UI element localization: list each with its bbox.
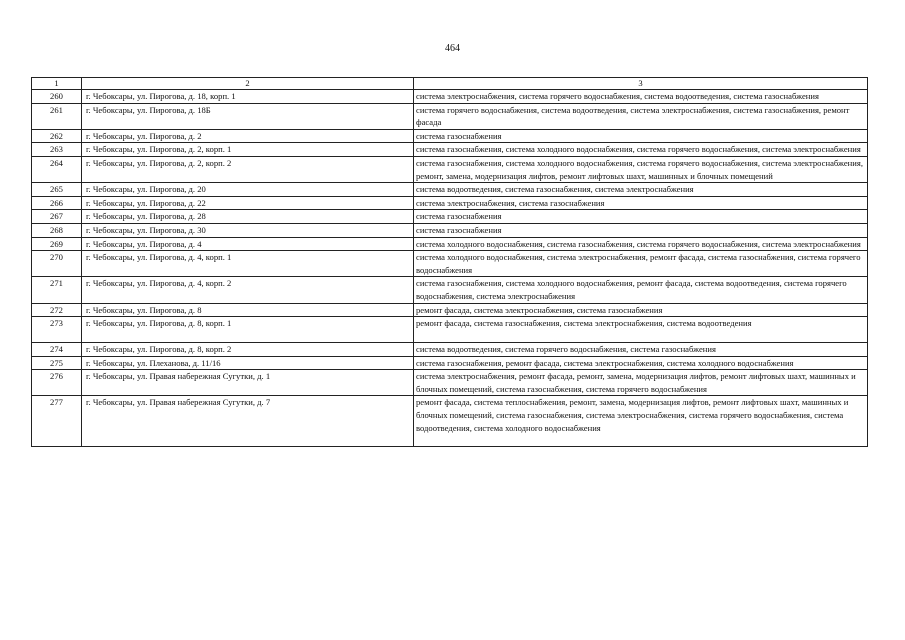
row-works: система газоснабжения, система холодного водоснабжения, система горячего водоснабжения, система электроснабжения xyxy=(414,143,868,157)
row-works: система электроснабжения, ремонт фасада, ремонт, замена, модернизация лифтов, ремонт лифтовых шахт, машинных и блочных помещений, система газоснабжения, система горячего водоснабжения xyxy=(414,370,868,396)
table-row xyxy=(32,237,868,251)
row-address: г. Чебоксары, ул. Пирогова, д. 18Б xyxy=(82,103,414,129)
row-address: г. Чебоксары, ул. Пирогова, д. 22 xyxy=(82,196,414,210)
row-number: 276 xyxy=(32,370,82,396)
row-number: 260 xyxy=(32,90,82,104)
page-number: 464 xyxy=(445,43,460,54)
row-address: г. Чебоксары, ул. Правая набережная Сугутки, д. 7 xyxy=(82,396,414,447)
row-number: 264 xyxy=(32,156,82,182)
row-address: г. Чебоксары, ул. Пирогова, д. 2 xyxy=(82,129,414,143)
row-works: система холодного водоснабжения, система электроснабжения, ремонт фасада, система газоснабжения, система горячего водоснабжения xyxy=(414,251,868,277)
row-number: 271 xyxy=(32,277,82,303)
row-address: г. Чебоксары, ул. Пирогова, д. 4, корп. 2 xyxy=(82,277,414,303)
table-row xyxy=(32,156,868,182)
row-works: система газоснабжения, ремонт фасада, система электроснабжения, система холодного водоснабжения xyxy=(414,356,868,370)
row-address: г. Чебоксары, ул. Плеханова, д. 11/16 xyxy=(82,356,414,370)
row-address: г. Чебоксары, ул. Пирогова, д. 4 xyxy=(82,237,414,251)
row-works: система холодного водоснабжения, система газоснабжения, система горячего водоснабжения, система электроснабжения xyxy=(414,237,868,251)
table-row xyxy=(32,196,868,210)
register-table xyxy=(31,77,868,447)
table-row xyxy=(32,317,868,343)
table-row xyxy=(32,356,868,370)
row-works: система газоснабжения xyxy=(414,223,868,237)
row-number: 267 xyxy=(32,210,82,224)
table-row xyxy=(32,277,868,303)
table-row xyxy=(32,183,868,197)
row-number: 266 xyxy=(32,196,82,210)
row-works: система газоснабжения xyxy=(414,129,868,143)
row-address: г. Чебоксары, ул. Пирогова, д. 8 xyxy=(82,303,414,317)
table-row xyxy=(32,303,868,317)
row-address: г. Чебоксары, ул. Пирогова, д. 4, корп. 1 xyxy=(82,251,414,277)
row-address: г. Чебоксары, ул. Пирогова, д. 8, корп. 1 xyxy=(82,317,414,343)
row-works: система газоснабжения xyxy=(414,210,868,224)
row-number: 270 xyxy=(32,251,82,277)
table-row xyxy=(32,396,868,447)
row-works: система электроснабжения, система горячего водоснабжения, система водоотведения, система газоснабжения xyxy=(414,90,868,104)
row-works: система электроснабжения, система газоснабжения xyxy=(414,196,868,210)
row-number: 275 xyxy=(32,356,82,370)
row-address: г. Чебоксары, ул. Пирогова, д. 30 xyxy=(82,223,414,237)
row-number: 265 xyxy=(32,183,82,197)
table-row xyxy=(32,210,868,224)
row-number: 269 xyxy=(32,237,82,251)
row-address: г. Чебоксары, ул. Правая набережная Сугутки, д. 1 xyxy=(82,370,414,396)
row-number: 268 xyxy=(32,223,82,237)
table-row xyxy=(32,370,868,396)
table-row xyxy=(32,343,868,357)
column-header-number: 1 xyxy=(32,78,82,90)
row-works: ремонт фасада, система газоснабжения, система электроснабжения, система водоотведения xyxy=(414,317,868,343)
row-address: г. Чебоксары, ул. Пирогова, д. 18, корп. 1 xyxy=(82,90,414,104)
row-address: г. Чебоксары, ул. Пирогова, д. 28 xyxy=(82,210,414,224)
row-number: 263 xyxy=(32,143,82,157)
row-works: система газоснабжения, система холодного водоснабжения, система горячего водоснабжения, система электроснабжения, ремонт, замена, модернизация лифтов, ремонт лифтовых шахт, машинных и блочных помещений xyxy=(414,156,868,182)
row-address: г. Чебоксары, ул. Пирогова, д. 20 xyxy=(82,183,414,197)
row-works: система водоотведения, система газоснабжения, система электроснабжения xyxy=(414,183,868,197)
row-address: г. Чебоксары, ул. Пирогова, д. 2, корп. 2 xyxy=(82,156,414,182)
row-number: 277 xyxy=(32,396,82,447)
row-works: система горячего водоснабжения, система водоотведения, система электроснабжения, система газоснабжения, ремонт фасада xyxy=(414,103,868,129)
table-row xyxy=(32,143,868,157)
row-number: 274 xyxy=(32,343,82,357)
row-works: ремонт фасада, система теплоснабжения, ремонт, замена, модернизация лифтов, ремонт лифтовых шахт, машинных и блочных помещений, система газоснабжения, система электроснабжения, система горячего водоснабжения, система водоотведения, система холодного водоснабжения xyxy=(414,396,868,447)
row-number: 272 xyxy=(32,303,82,317)
row-address: г. Чебоксары, ул. Пирогова, д. 8, корп. 2 xyxy=(82,343,414,357)
table-row xyxy=(32,223,868,237)
table-row xyxy=(32,103,868,129)
row-works: ремонт фасада, система электроснабжения, система газоснабжения xyxy=(414,303,868,317)
table-header-row xyxy=(32,78,868,90)
row-address: г. Чебоксары, ул. Пирогова, д. 2, корп. 1 xyxy=(82,143,414,157)
table-row xyxy=(32,90,868,104)
row-works: система водоотведения, система горячего водоснабжения, система газоснабжения xyxy=(414,343,868,357)
column-header-works: 3 xyxy=(414,78,868,90)
table-row xyxy=(32,129,868,143)
column-header-address: 2 xyxy=(82,78,414,90)
row-number: 261 xyxy=(32,103,82,129)
row-number: 262 xyxy=(32,129,82,143)
row-works: система газоснабжения, система холодного водоснабжения, ремонт фасада, система водоотведения, система горячего водоснабжения, система электроснабжения xyxy=(414,277,868,303)
table-row xyxy=(32,251,868,277)
row-number: 273 xyxy=(32,317,82,343)
